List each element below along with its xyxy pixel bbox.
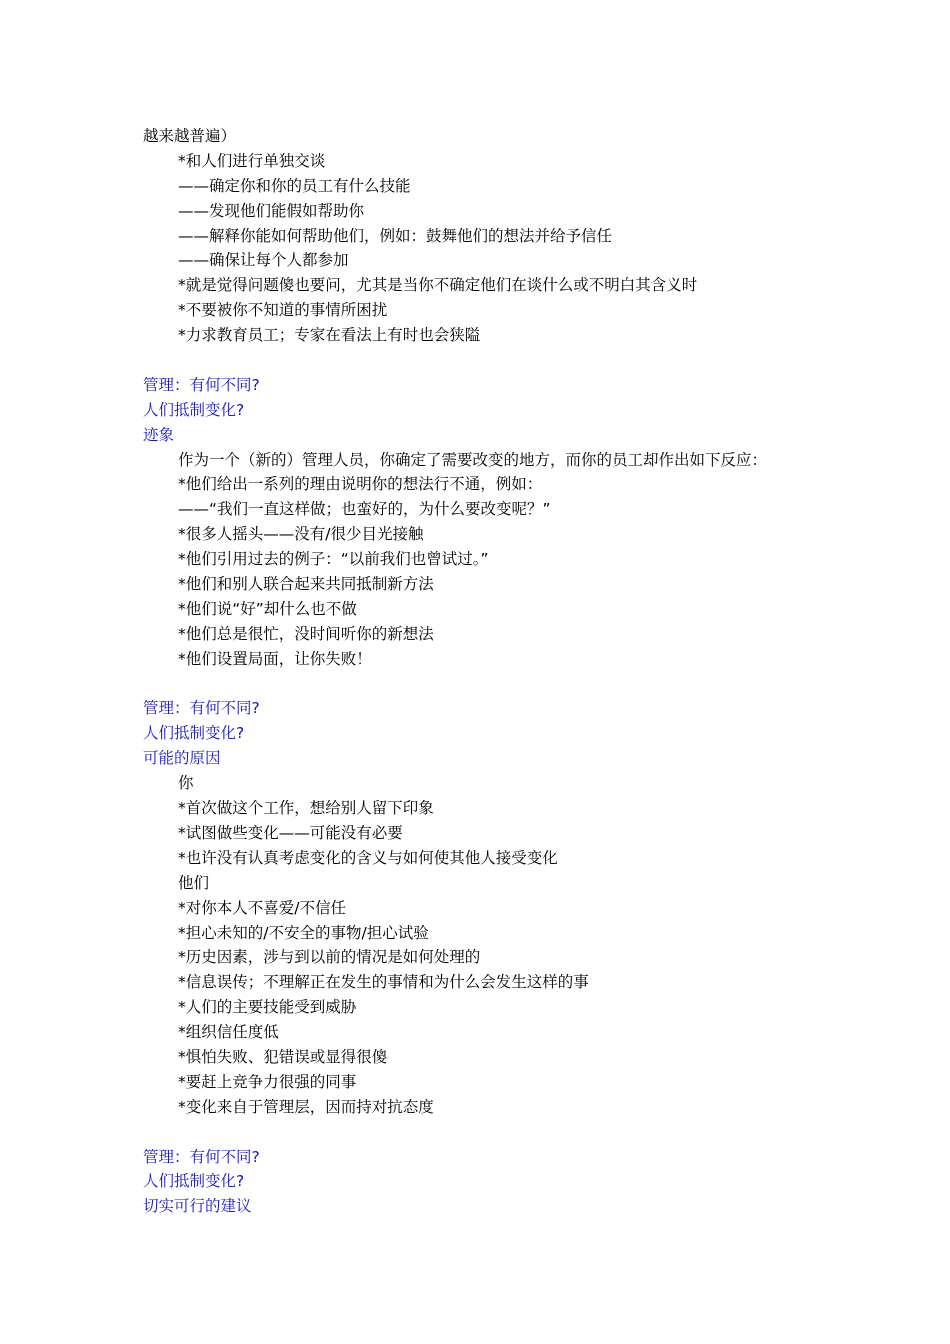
list-item: ——“我们一直这样做；也蛮好的，为什么要改变呢？” [178,500,551,519]
list-item: *和人们进行单独交谈 [178,151,326,170]
list-item: *他们设置局面，让你失败！ [178,649,372,668]
list-item: *首次做这个工作，想给别人留下印象 [178,799,434,818]
list-item: ——解释你能如何帮助他们，例如：鼓舞他们的想法并给予信任 [178,226,613,245]
list-item: *历史因素，涉与到以前的情况是如何处理的 [178,948,481,967]
list-item: *他们和别人联合起来共同抵制新方法 [178,575,434,594]
section-heading: 管理：有何不同? [143,699,260,718]
section-topic: 迹象 [143,425,175,444]
list-item: 你 [178,774,194,793]
list-item: *不要被你不知道的事情所困扰 [178,301,388,320]
list-item: *试图做些变化——可能没有必要 [178,823,403,842]
block1-lead: 越来越普遍） [143,127,237,145]
list-item: ——确定你和你的员工有什么技能 [178,176,411,195]
list-item: *变化来自于管理层，因而持对抗态度 [178,1097,434,1116]
section-topic: 可能的原因 [143,749,221,768]
section-subheading: 人们抵制变化? [143,1172,245,1191]
list-item: *他们说“好”却什么也不做 [178,599,357,618]
spacer [143,1120,843,1145]
list-item: *也许没有认真考虑变化的含义与如何使其他人接受变化 [178,848,558,867]
list-item: ——发现他们能假如帮助你 [178,201,365,220]
list-item: ——确保让每个人都参加 [178,251,349,270]
spacer [143,348,843,373]
list-item: 他们 [178,873,210,892]
list-item: *他们总是很忙，没时间听你的新想法 [178,624,434,643]
list-item: *他们引用过去的例子：“以前我们也曾试过。” [178,550,489,569]
list-item: *就是觉得问题傻也要问，尤其是当你不确定他们在谈什么或不明白其含义时 [178,276,698,295]
list-item: *对你本人不喜爱/不信任 [178,898,346,917]
list-item: *很多人摇头——没有/很少目光接触 [178,525,424,544]
document-page [143,124,843,1219]
section-heading: 管理：有何不同? [143,375,260,394]
section-topic: 切实可行的建议 [143,1197,252,1216]
spacer [143,672,843,697]
list-item: *要赶上竞争力很强的同事 [178,1072,357,1091]
list-item: *人们的主要技能受到威胁 [178,998,357,1017]
list-item: 作为一个（新的）管理人员，你确定了需要改变的地方，而你的员工却作出如下反应： [178,450,768,469]
section-heading: 管理：有何不同? [143,1147,260,1166]
list-item: *惧怕失败、犯错误或显得很傻 [178,1047,388,1066]
list-item: *组织信任度低 [178,1023,279,1042]
list-item: *信息误传；不理解正在发生的事情和为什么会发生这样的事 [178,973,589,992]
section-subheading: 人们抵制变化? [143,724,245,743]
section-subheading: 人们抵制变化? [143,400,245,419]
list-item: *力求教育员工；专家在看法上有时也会狭隘 [178,326,481,345]
list-item: *担心未知的/不安全的事物/担心试验 [178,923,429,942]
list-item: *他们给出一系列的理由说明你的想法行不通，例如： [178,475,543,494]
